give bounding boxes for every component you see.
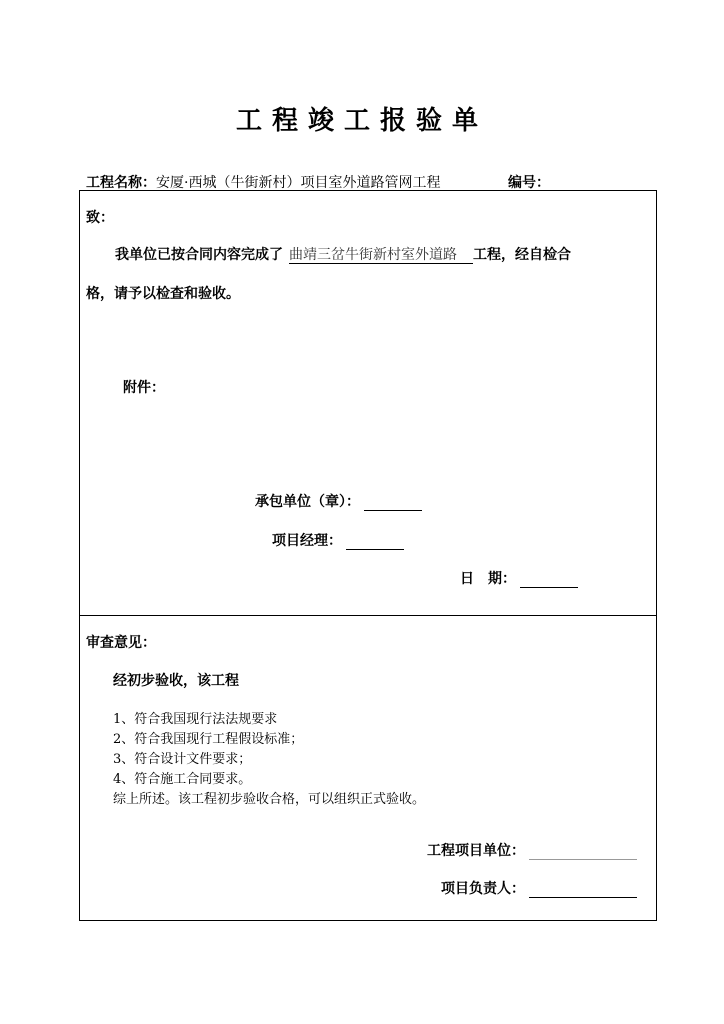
project-unit-blank[interactable]	[529, 845, 637, 860]
number-label: 编号：	[508, 175, 550, 191]
review-heading: 审查意见：	[86, 635, 156, 651]
project-leader-blank[interactable]	[529, 883, 637, 898]
project-name-line	[86, 172, 440, 192]
contractor-blank[interactable]	[364, 496, 422, 511]
submission-statement	[115, 244, 571, 264]
review-items	[113, 710, 425, 810]
statement-line2: 格，请予以检查和验收。	[86, 286, 240, 302]
manager-blank[interactable]	[346, 535, 404, 550]
project-unit-label: 工程项目单位：	[427, 843, 525, 859]
statement-prefix: 我单位已按合同内容完成了	[115, 247, 283, 263]
contractor-label: 承包单位（章）：	[255, 494, 360, 510]
review-item: 2、符合我国现行工程假设标准；	[113, 732, 304, 747]
project-name: 安厦·西城（牛街新村）项目室外道路管网工程	[156, 175, 441, 191]
work-name: 曲靖三岔牛街新村室外道路	[289, 247, 473, 264]
document-title: 工程竣工报验单	[235, 106, 488, 136]
review-item: 4、符合施工合同要求。	[113, 772, 252, 787]
date-blank[interactable]	[520, 573, 578, 588]
review-opening: 经初步验收，该工程	[113, 673, 239, 689]
date-line	[460, 568, 578, 588]
addressee-label: 致：	[86, 210, 114, 226]
review-item: 1、符合我国现行法法规要求	[113, 712, 278, 727]
project-label: 工程名称：	[86, 175, 156, 191]
manager-line	[272, 530, 404, 550]
review-item: 3、符合设计文件要求；	[113, 752, 252, 767]
review-conclusion: 综上所述。该工程初步验收合格，可以组织正式验收。	[113, 792, 426, 807]
manager-label: 项目经理：	[272, 533, 342, 549]
statement-suffix: 工程，经自检合	[473, 247, 571, 263]
project-leader-line	[441, 878, 637, 898]
project-leader-label: 项目负责人：	[441, 881, 525, 897]
date-label: 日 期：	[460, 571, 516, 587]
project-unit-line	[427, 840, 637, 860]
attachment-label: 附件：	[123, 380, 165, 396]
contractor-line	[255, 491, 422, 511]
